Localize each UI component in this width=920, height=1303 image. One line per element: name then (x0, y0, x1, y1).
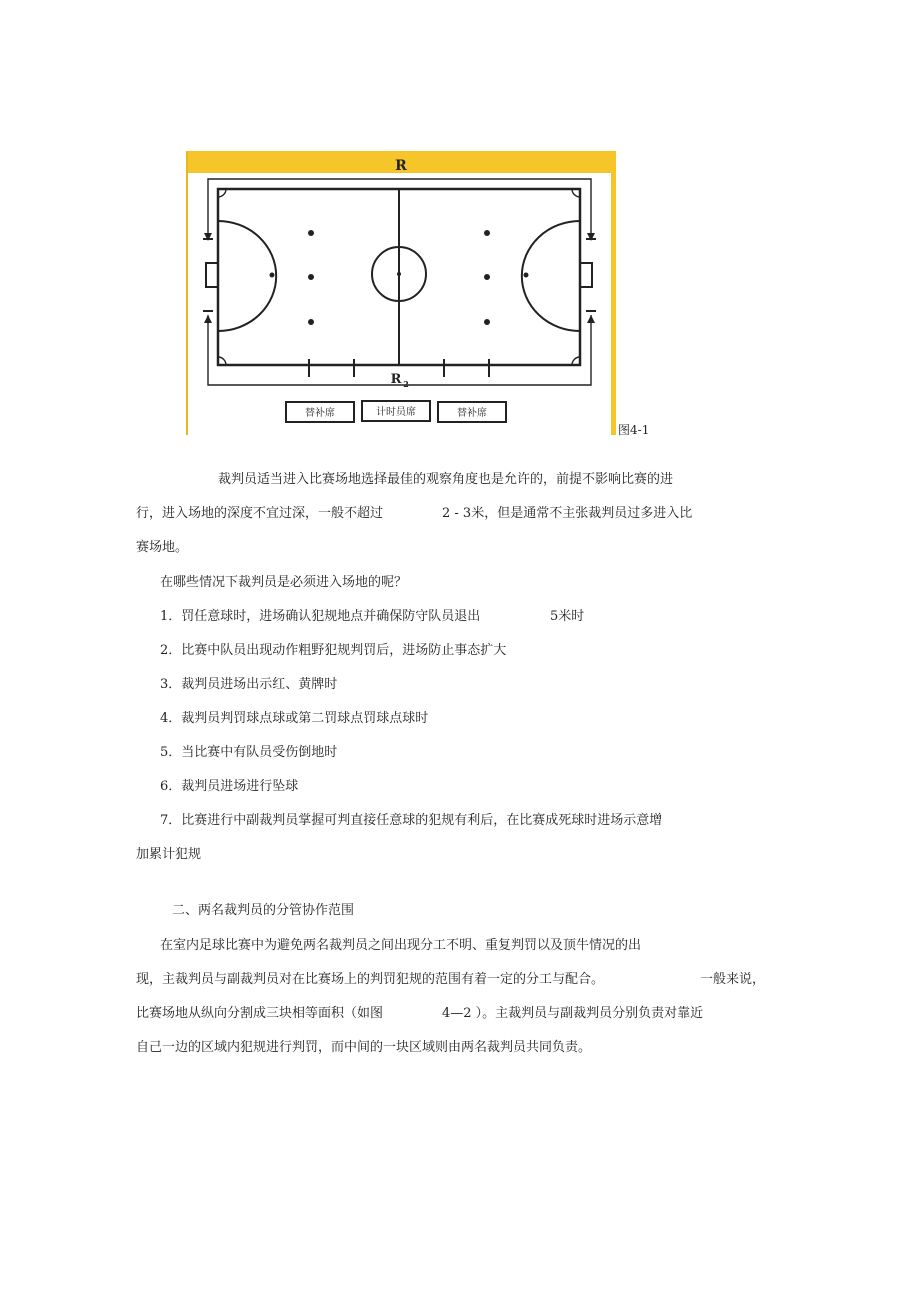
paragraph-line: 行，进入场地的深度不宜过深，一般不超过 (136, 506, 384, 521)
paragraph-line: 现，主裁判员与副裁判员对在比赛场上的判罚犯规的范围有着一定的分工与配合。 (136, 972, 605, 987)
bench-label: 替补席 (457, 408, 487, 419)
list-item: 5．当比赛中有队员受伤倒地时 (160, 745, 338, 760)
figure-right-border (611, 151, 616, 435)
futsal-court-figure (186, 151, 616, 435)
penalty-spot (308, 319, 314, 325)
paragraph-line: 4—2 ）。主裁判员与副裁判员分别负责对靠近 (442, 1006, 704, 1021)
bottom-referee-label: R (390, 372, 402, 387)
figure-left-border (186, 151, 188, 435)
list-item: 加累计犯规 (136, 847, 202, 862)
question-line: 在哪些情况下裁判员是必须进入场地的呢？ (160, 575, 408, 590)
penalty-spot (308, 230, 314, 236)
list-item: 6．裁判员进场进行坠球 (160, 779, 299, 794)
figure-caption: 图4-1 (618, 423, 650, 437)
penalty-mark (524, 273, 529, 278)
bench-label: 替补席 (305, 408, 335, 419)
paragraph-line: 比赛场地从纵向分割成三块相等面积（如图 (136, 1006, 384, 1021)
court-diagram (186, 151, 616, 435)
penalty-mark (270, 273, 275, 278)
list-item: 2．比赛中队员出现动作粗野犯规判罚后，进场防止事态扩大 (160, 643, 507, 658)
penalty-spot (308, 274, 314, 280)
list-item: 7．比赛进行中副裁判员掌握可判直接任意球的犯规有利后，在比赛成死球时进场示意增 (160, 813, 663, 828)
penalty-spot (484, 230, 490, 236)
list-item: 5米时 (550, 609, 585, 624)
list-item: 3．裁判员进场出示红、黄牌时 (160, 677, 338, 692)
top-referee-label: R (395, 158, 407, 174)
penalty-spot (484, 319, 490, 325)
list-item: 1．罚任意球时，进场确认犯规地点并确保防守队员退出 (160, 609, 481, 624)
bench-label: 计时员席 (376, 407, 416, 418)
penalty-spot (484, 274, 490, 280)
section-heading: 二、两名裁判员的分管协作范围 (172, 903, 355, 918)
paragraph-line: 自己一边的区域内犯规进行判罚，而中间的一块区域则由两名裁判员共同负责。 (136, 1040, 592, 1055)
list-item: 4．裁判员判罚球点球或第二罚球点罚球点球时 (160, 711, 429, 726)
paragraph-line: 赛场地。 (136, 540, 189, 555)
paragraph-line: 2 - 3米，但是通常不主张裁判员过多进入比 (442, 506, 693, 521)
bottom-referee-label-subscript: 2 (403, 379, 409, 389)
paragraph-line: 一般来说， (700, 972, 766, 987)
paragraph-line: 在室内足球比赛中为避免两名裁判员之间出现分工不明、重复判罚以及顶牛情况的出 (160, 938, 642, 953)
center-spot (397, 272, 401, 276)
figure-background (186, 151, 616, 435)
paragraph-line: 裁判员适当进入比赛场地选择最佳的观察角度也是允许的，前提不影响比赛的进 (218, 472, 674, 487)
